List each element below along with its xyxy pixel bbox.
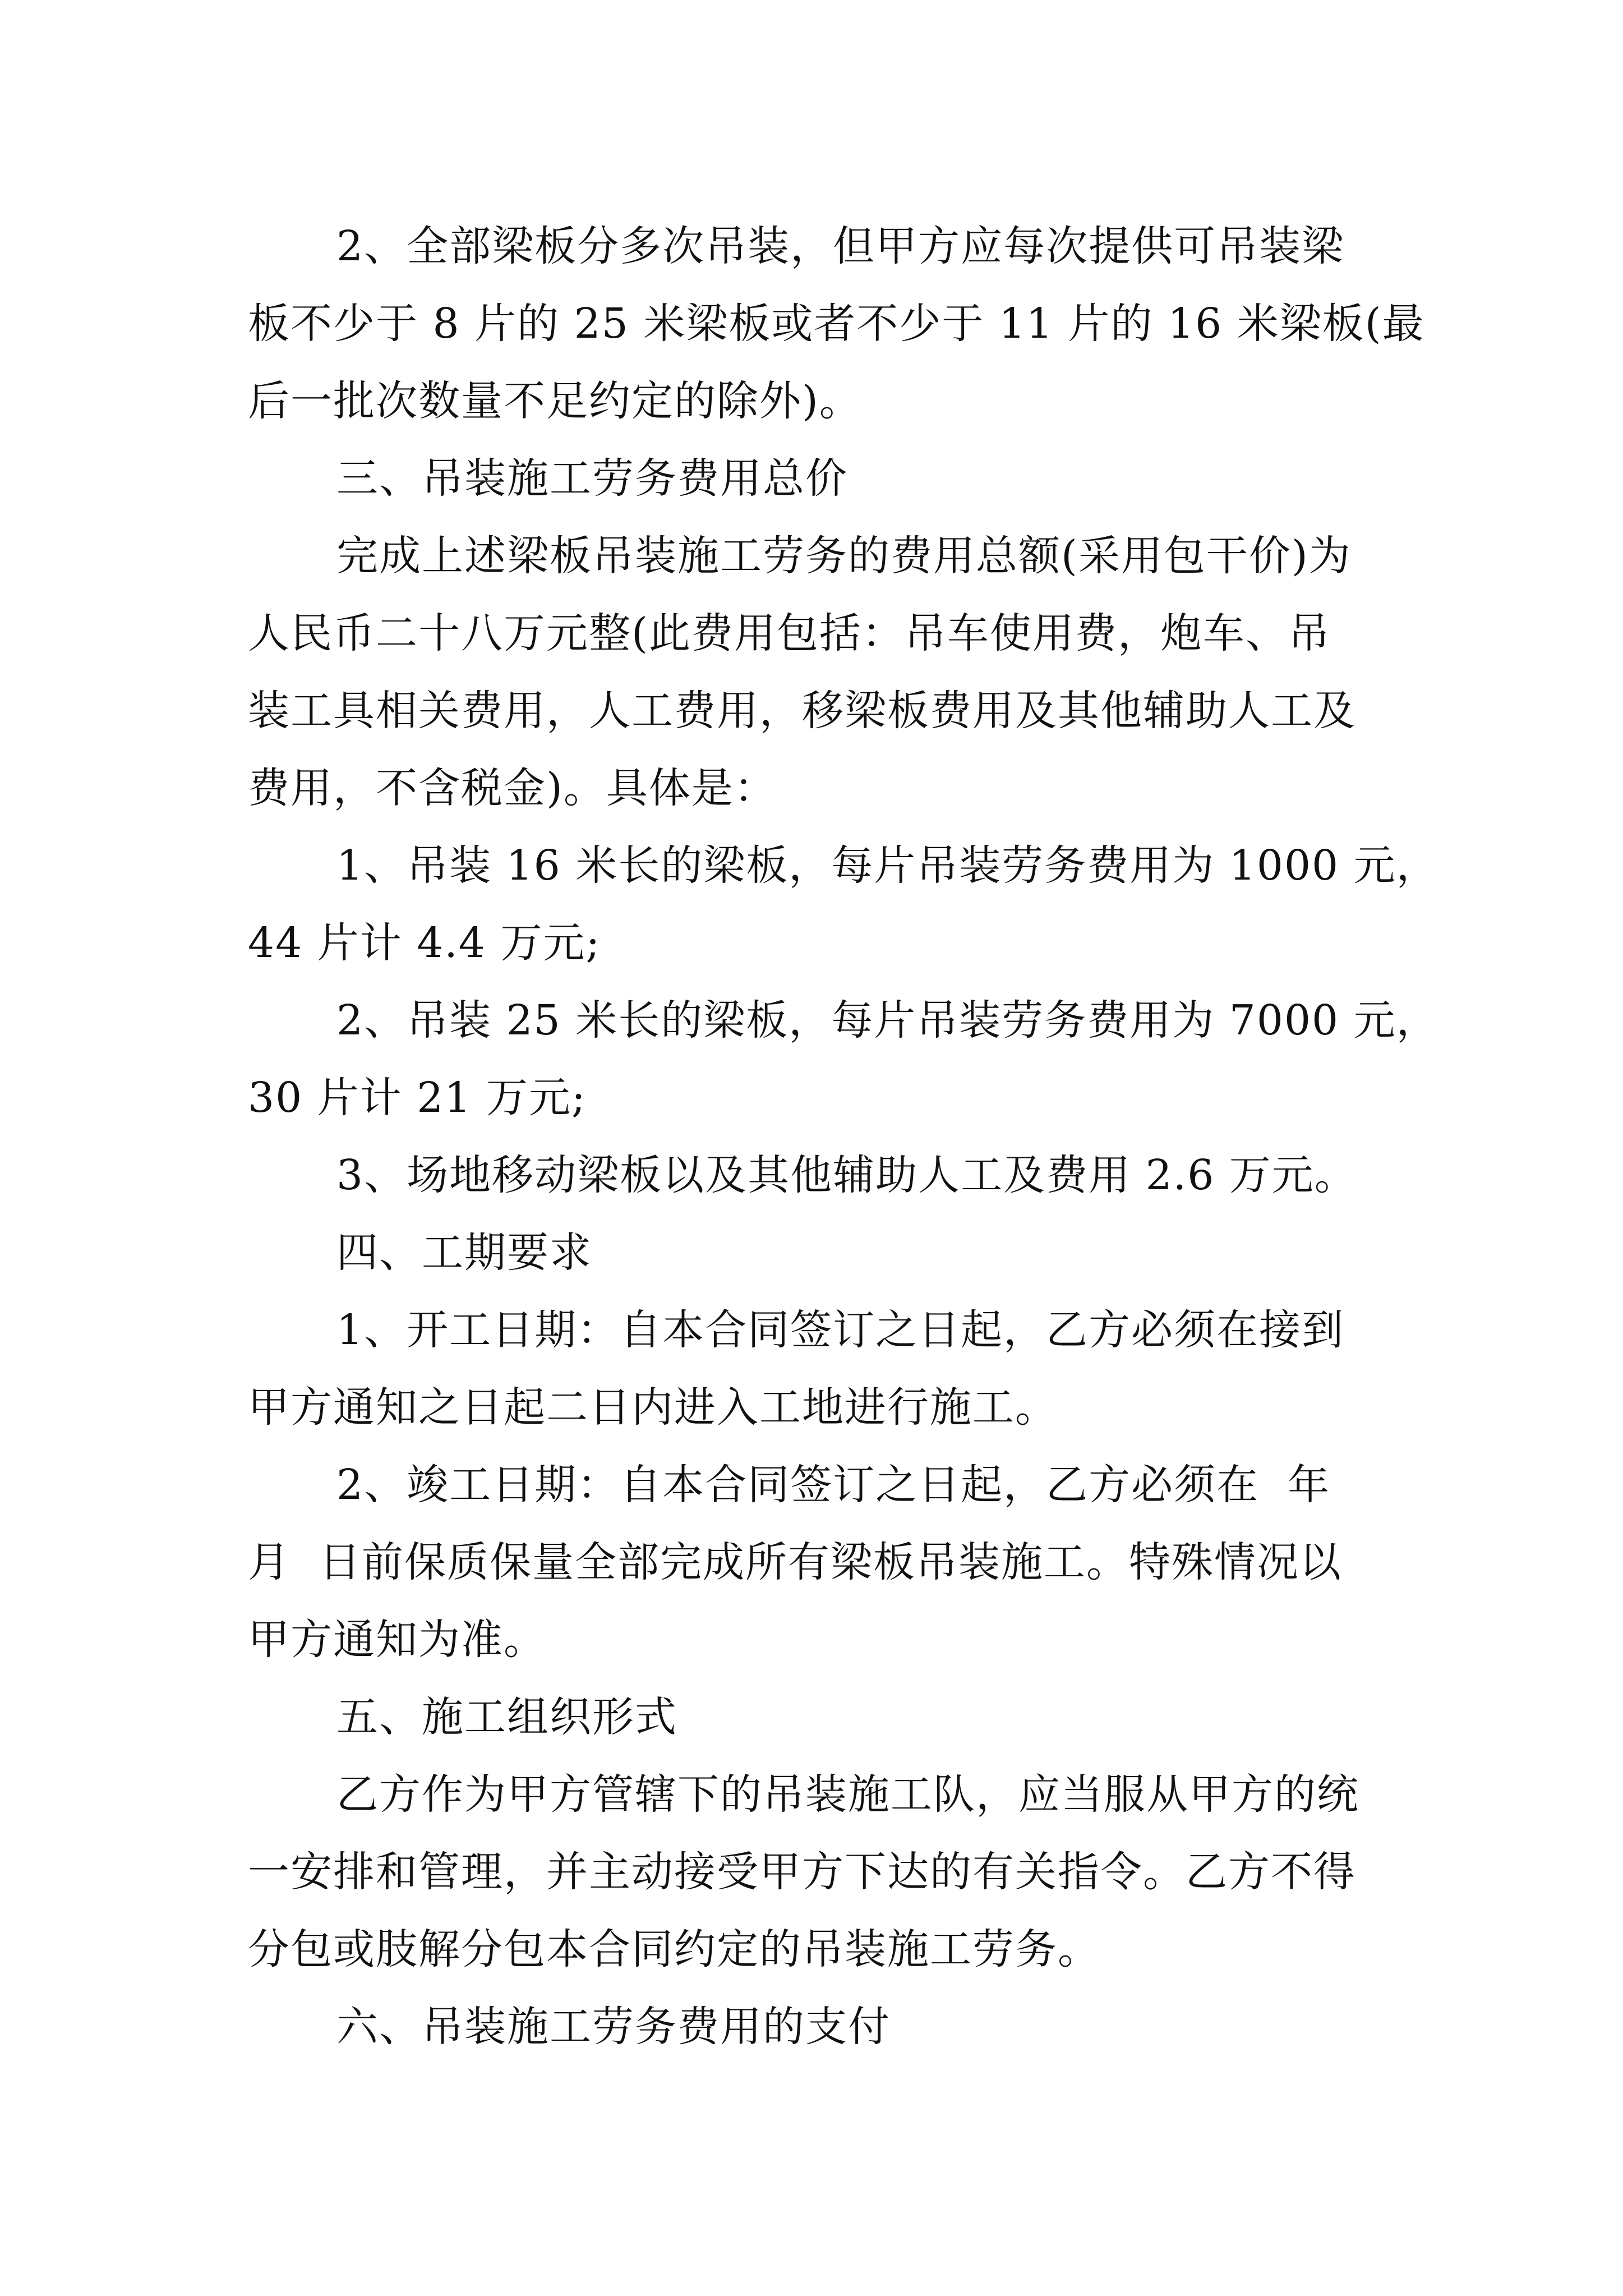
section-heading-5: 五、施工组织形式	[336, 1693, 677, 1741]
text-line: 分包或肢解分包本合同约定的吊装施工劳务。	[248, 1925, 1100, 1973]
text-line: 甲方通知之日起二日内进入工地进行施工。	[248, 1383, 1058, 1432]
text-line: 2、全部梁板分多次吊装，但甲方应每次提供可吊装梁	[336, 222, 1345, 270]
section-heading-6: 六、吊装施工劳务费用的支付	[336, 2003, 891, 2051]
text-line: 1、开工日期：自本合同签订之日起，乙方必须在接到	[336, 1306, 1345, 1354]
text-line: 甲方通知为准。	[248, 1616, 546, 1664]
text-line: 月 日前保质保量全部完成所有梁板吊装施工。特殊情况以	[248, 1538, 1343, 1586]
text-line: 3、场地移动梁板以及其他辅助人工及费用 2.6 万元。	[336, 1151, 1357, 1199]
price-item-1	[248, 827, 1439, 982]
text-line: 板不少于 8 片的 25 米梁板或者不少于 11 片的 16 米梁板(最	[248, 300, 1425, 348]
text-line: 完成上述梁板吊装施工劳务的费用总额(采用包干价)为	[336, 532, 1352, 580]
total-price-paragraph	[248, 517, 1375, 827]
section-heading-4: 四、工期要求	[336, 1228, 592, 1277]
text-line: 2、竣工日期：自本合同签订之日起，乙方必须在 年	[336, 1461, 1331, 1509]
text-line: 30 片计 21 万元;	[248, 1074, 587, 1122]
organization-paragraph	[248, 1756, 1375, 1988]
price-item-2	[248, 982, 1439, 1137]
text-line: 2、吊装 25 米长的梁板，每片吊装劳务费用为 7000 元，	[336, 996, 1439, 1045]
price-item-3	[248, 1137, 1375, 1214]
text-line: 乙方作为甲方管辖下的吊装施工队，应当服从甲方的统	[336, 1770, 1359, 1819]
completion-date-clause	[248, 1446, 1375, 1678]
section-heading-3: 三、吊装施工劳务费用总价	[336, 454, 848, 503]
text-line: 44 片计 4.4 万元;	[248, 919, 601, 967]
text-line: 1、吊装 16 米长的梁板，每片吊装劳务费用为 1000 元，	[336, 841, 1439, 890]
clause-2-batch-lifting	[248, 208, 1425, 440]
text-line: 装工具相关费用，人工费用，移梁板费用及其他辅助人工及	[248, 687, 1356, 735]
text-line: 人民币二十八万元整(此费用包括：吊车使用费，炮车、吊	[248, 609, 1331, 657]
text-line: 费用，不含税金)。具体是：	[248, 764, 777, 812]
text-line: 后一批次数量不足约定的除外)。	[248, 377, 862, 425]
start-date-clause	[248, 1291, 1375, 1446]
document-body	[248, 208, 1439, 2065]
text-line: 一安排和管理，并主动接受甲方下达的有关指令。乙方不得	[248, 1848, 1356, 1896]
